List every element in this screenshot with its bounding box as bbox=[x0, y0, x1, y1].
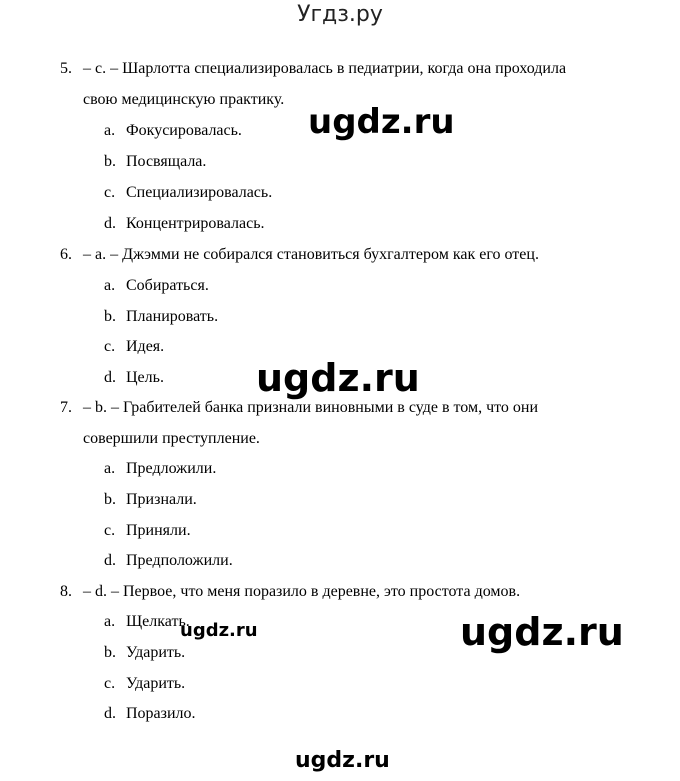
option-label: a. bbox=[104, 613, 116, 630]
option-label: b. bbox=[104, 153, 116, 170]
option-text: Собираться. bbox=[126, 277, 209, 294]
option-text: Ударить. bbox=[126, 675, 186, 692]
question-number: 8. bbox=[60, 583, 72, 600]
option-label: b. bbox=[104, 491, 116, 508]
question-line: – d. – Первое, что меня поразило в деревне, это простота домов. bbox=[83, 583, 521, 600]
option-label: c. bbox=[104, 338, 116, 355]
option-text: Фокусировалась. bbox=[126, 122, 242, 139]
option-text: Предложили. bbox=[126, 460, 217, 477]
watermark: ugdz.ru bbox=[180, 620, 258, 641]
question-7 bbox=[60, 399, 645, 417]
question-5-continuation: свою медицинскую практику. bbox=[83, 91, 285, 108]
option-label: b. bbox=[104, 308, 116, 325]
watermark: ugdz.ru bbox=[256, 356, 420, 400]
watermark: ugdz.ru bbox=[295, 748, 390, 773]
site-header: Угдз.ру bbox=[297, 2, 383, 27]
option-label: b. bbox=[104, 644, 116, 661]
option-8d bbox=[104, 705, 196, 723]
option-text: Цель. bbox=[126, 369, 164, 386]
option-7b bbox=[104, 491, 197, 509]
question-line: – c. – Шарлотта специализировалась в педиатрии, когда она проходила bbox=[83, 60, 567, 77]
option-text: Ударить. bbox=[126, 644, 186, 661]
option-text: Приняли. bbox=[126, 522, 191, 539]
option-label: c. bbox=[104, 184, 116, 201]
question-8 bbox=[60, 583, 645, 601]
question-6 bbox=[60, 246, 645, 264]
option-text: Планировать. bbox=[126, 308, 219, 325]
option-6c bbox=[104, 338, 164, 356]
option-7a bbox=[104, 460, 216, 478]
question-7-continuation: совершили преступление. bbox=[83, 430, 260, 447]
option-6d bbox=[104, 369, 164, 387]
option-text: Концентрировалась. bbox=[126, 215, 265, 232]
option-label: d. bbox=[104, 215, 116, 232]
question-number: 7. bbox=[60, 399, 72, 416]
option-7c bbox=[104, 522, 191, 540]
option-label: d. bbox=[104, 705, 116, 722]
watermark: ugdz.ru bbox=[308, 102, 455, 142]
option-6a bbox=[104, 277, 209, 295]
watermark: ugdz.ru bbox=[460, 610, 624, 654]
option-text: Поразило. bbox=[126, 705, 196, 722]
question-5 bbox=[60, 60, 645, 78]
option-label: a. bbox=[104, 460, 116, 477]
option-text: Специализировалась. bbox=[126, 184, 273, 201]
question-number: 6. bbox=[60, 246, 72, 263]
option-label: a. bbox=[104, 122, 116, 139]
option-text: Предположили. bbox=[126, 552, 233, 569]
option-5a bbox=[104, 122, 242, 140]
option-8c bbox=[104, 675, 185, 693]
option-label: c. bbox=[104, 675, 116, 692]
option-label: d. bbox=[104, 552, 116, 569]
option-7d bbox=[104, 552, 233, 570]
option-6b bbox=[104, 308, 218, 326]
option-text: Признали. bbox=[126, 491, 197, 508]
option-label: c. bbox=[104, 522, 116, 539]
question-line: – a. – Джэмми не собирался становиться бухгалтером как его отец. bbox=[83, 246, 539, 263]
option-text: Посвящала. bbox=[126, 153, 207, 170]
option-label: a. bbox=[104, 277, 116, 294]
option-5d bbox=[104, 215, 264, 233]
option-label: d. bbox=[104, 369, 116, 386]
option-8a bbox=[104, 613, 190, 631]
option-5c bbox=[104, 184, 272, 202]
option-8b bbox=[104, 644, 185, 662]
option-5b bbox=[104, 153, 206, 171]
question-number: 5. bbox=[60, 60, 72, 77]
option-text: Щелкать. bbox=[126, 613, 190, 630]
question-line: – b. – Грабителей банка признали виновными в суде в том, что они bbox=[83, 399, 539, 416]
option-text: Идея. bbox=[126, 338, 165, 355]
